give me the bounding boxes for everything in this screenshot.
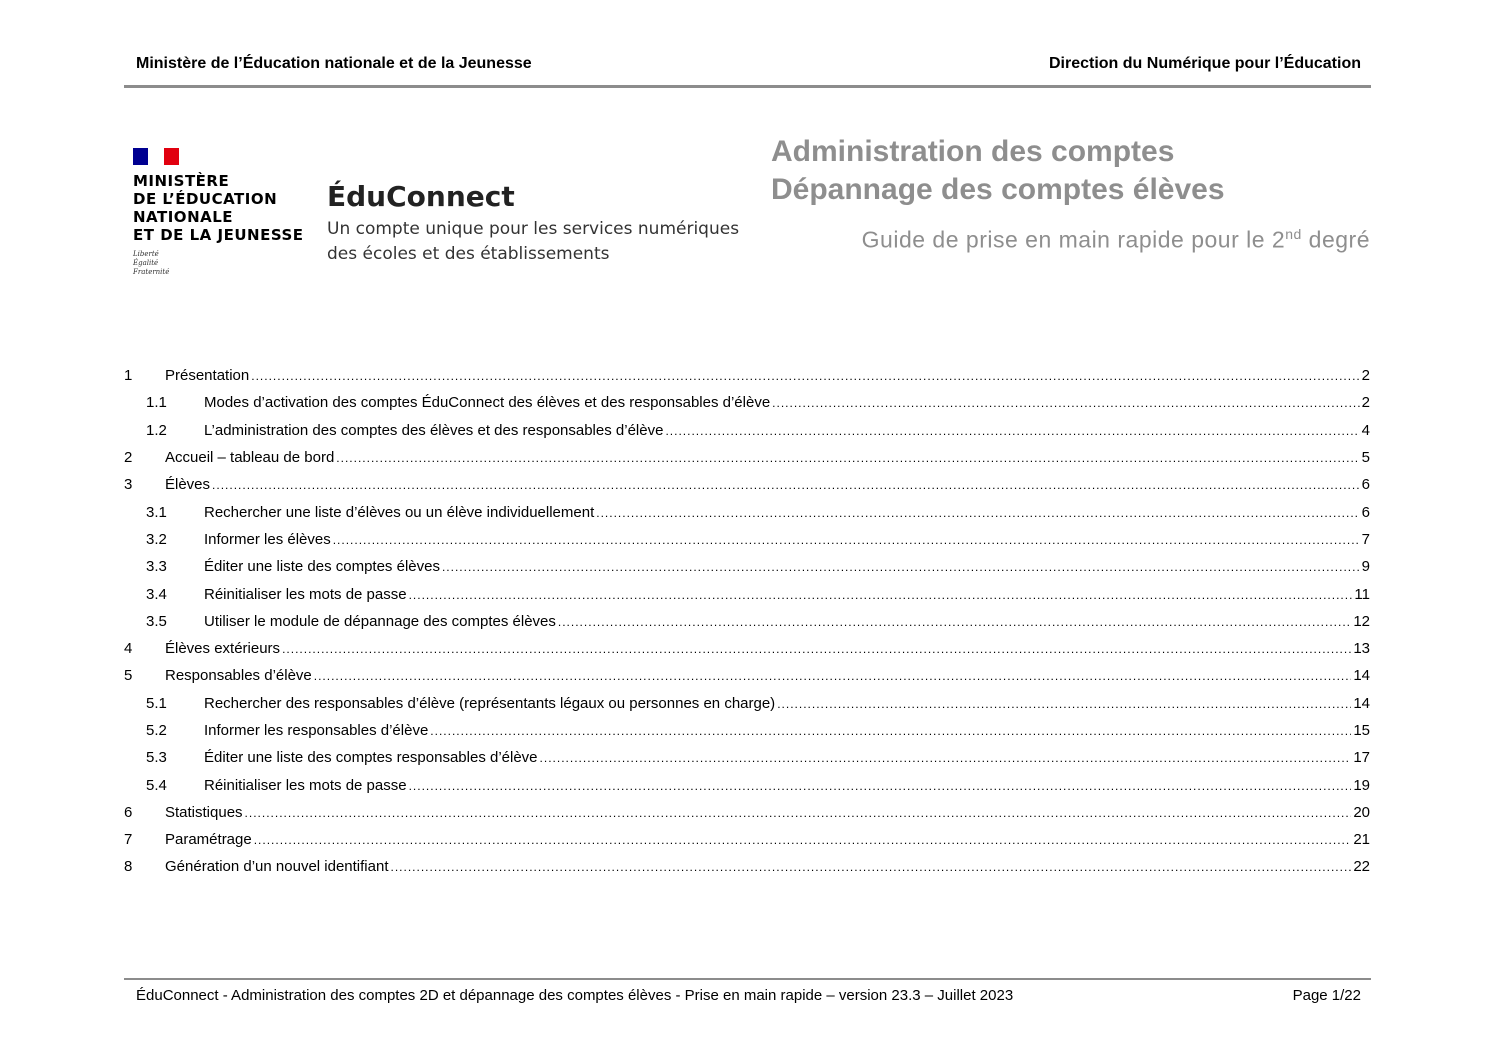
toc-entry[interactable] <box>124 744 1370 771</box>
toc-leader-dots <box>558 613 1351 630</box>
ministry-line-4: ET DE LA JEUNESSE <box>133 226 304 244</box>
toc-entry-title[interactable]: Génération d’un nouvel identifiant <box>165 858 389 876</box>
toc-entry[interactable] <box>124 662 1370 689</box>
toc-entry-title[interactable]: Élèves extérieurs <box>165 640 281 658</box>
toc-entry-title[interactable]: Responsables d’élève <box>165 667 312 685</box>
toc-entry-page: 19 <box>1353 776 1370 794</box>
toc-leader-dots <box>409 777 1352 794</box>
footer-divider <box>124 978 1371 980</box>
toc-entry-title[interactable]: Réinitialiser les mots de passe <box>204 585 407 603</box>
toc-entry[interactable] <box>124 498 1370 525</box>
toc-entry-title[interactable]: Réinitialiser les mots de passe <box>204 776 407 794</box>
toc-entry-title[interactable]: Éditer une liste des comptes élèves <box>204 558 440 576</box>
toc-leader-dots <box>282 640 1351 657</box>
ministry-logo <box>133 148 304 277</box>
guide-subtitle: Guide de prise en main rapide pour le 2nd degré <box>861 226 1370 253</box>
toc-entry-page: 13 <box>1353 640 1370 658</box>
toc-entry-number: 5.4 <box>146 776 167 794</box>
toc-entry[interactable] <box>124 826 1370 853</box>
educonnect-brand <box>327 180 739 267</box>
table-of-contents <box>124 362 1370 881</box>
brand-name: ÉduConnect <box>327 180 515 213</box>
toc-entry-number: 3.1 <box>146 503 167 521</box>
header-ministry: Ministère de l’Éducation nationale et de la Jeunesse <box>136 55 532 72</box>
toc-entry-number: 3.2 <box>146 530 167 548</box>
page-number: Page 1/22 <box>1292 987 1361 1004</box>
toc-entry[interactable] <box>124 471 1370 498</box>
toc-entry[interactable] <box>124 444 1370 471</box>
toc-entry-title[interactable]: Paramétrage <box>165 831 252 849</box>
toc-entry[interactable] <box>124 635 1370 662</box>
toc-entry[interactable] <box>124 362 1370 389</box>
toc-entry[interactable] <box>124 417 1370 444</box>
ministry-line-1: MINISTÈRE <box>133 172 230 190</box>
toc-entry-title[interactable]: Éditer une liste des comptes responsables d’élève <box>204 749 538 767</box>
toc-entry-number: 2 <box>124 449 133 467</box>
toc-leader-dots <box>777 695 1351 712</box>
toc-entry-page: 12 <box>1353 612 1370 630</box>
marianne-flag-icon <box>133 148 179 165</box>
toc-entry-page: 17 <box>1353 749 1370 767</box>
toc-leader-dots <box>442 558 1360 575</box>
toc-entry-page: 20 <box>1353 803 1370 821</box>
toc-entry-number: 5.1 <box>146 694 167 712</box>
toc-entry-number: 3.5 <box>146 612 167 630</box>
toc-entry[interactable] <box>124 580 1370 607</box>
toc-entry[interactable] <box>124 526 1370 553</box>
toc-entry-number: 5.2 <box>146 722 167 739</box>
toc-entry-number: 1.1 <box>146 394 167 412</box>
toc-entry[interactable] <box>124 389 1370 416</box>
ministry-line-3: NATIONALE <box>133 208 234 226</box>
toc-leader-dots <box>665 422 1359 439</box>
toc-entry[interactable] <box>124 771 1370 798</box>
header-direction: Direction du Numérique pour l’Éducation <box>1048 55 1361 72</box>
toc-entry-title[interactable]: Rechercher des responsables d’élève (représentants légaux ou personnes en charge) <box>204 694 776 712</box>
toc-leader-dots <box>540 749 1352 766</box>
toc-entry-title[interactable]: Statistiques <box>165 803 243 821</box>
toc-entry-title[interactable]: Informer les élèves <box>204 530 331 548</box>
toc-entry-number: 4 <box>124 640 133 658</box>
title-line-2: Dépannage des comptes élèves <box>771 173 1225 206</box>
toc-entry-page: 21 <box>1353 831 1370 849</box>
toc-leader-dots <box>333 531 1360 548</box>
toc-entry-title[interactable]: Modes d’activation des comptes ÉduConnect des élèves et des responsables d’élève <box>204 394 771 412</box>
title-line-1: Administration des comptes <box>771 135 1175 168</box>
toc-leader-dots <box>336 449 1359 466</box>
toc-entry[interactable] <box>124 553 1370 580</box>
toc-entry-title[interactable]: Informer les responsables d’élève <box>204 722 429 739</box>
toc-leader-dots <box>391 858 1352 875</box>
toc-entry-page: 6 <box>1361 503 1370 521</box>
footer-document-info: ÉduConnect - Administration des comptes 2D et dépannage des comptes élèves - Prise en main rapide – version 23.3 – Juillet 2023 <box>136 987 1014 1004</box>
toc-entry-title[interactable]: Utiliser le module de dépannage des comptes élèves <box>204 612 556 630</box>
toc-entry-title[interactable]: L’administration des comptes des élèves et des responsables d’élève <box>204 421 664 439</box>
toc-leader-dots <box>409 586 1353 603</box>
document-title <box>771 133 1225 209</box>
brand-tagline: Un compte unique pour les services numériques des écoles et des établissements <box>327 219 740 264</box>
toc-entry-number: 7 <box>124 831 133 849</box>
toc-leader-dots <box>212 476 1360 493</box>
toc-entry[interactable] <box>124 717 1370 744</box>
toc-leader-dots <box>251 367 1359 384</box>
toc-entry-page: 6 <box>1361 476 1370 494</box>
toc-entry-page: 9 <box>1361 558 1370 576</box>
republic-motto: Liberté Égalité Fraternité <box>133 250 170 276</box>
toc-entry-title[interactable]: Accueil – tableau de bord <box>165 449 335 467</box>
toc-entry-number: 1.2 <box>146 421 167 439</box>
toc-entry-page: 2 <box>1361 394 1370 412</box>
toc-entry-number: 3 <box>124 476 133 494</box>
toc-entry-page: 11 <box>1354 585 1370 603</box>
toc-entry-number: 3.4 <box>146 585 167 603</box>
toc-entry-number: 5 <box>124 667 133 685</box>
toc-entry-number: 8 <box>124 858 133 876</box>
toc-leader-dots <box>596 504 1359 521</box>
toc-entry[interactable] <box>124 690 1370 717</box>
toc-entry-title[interactable]: Présentation <box>165 367 250 385</box>
toc-leader-dots <box>772 394 1359 411</box>
toc-entry-title[interactable]: Élèves <box>165 476 211 494</box>
toc-entry-number: 6 <box>124 803 133 821</box>
toc-leader-dots <box>245 804 1352 821</box>
toc-entry-page: 7 <box>1361 530 1370 548</box>
toc-entry-page: 5 <box>1361 449 1370 467</box>
toc-entry-page: 2 <box>1361 367 1370 385</box>
toc-entry[interactable] <box>124 799 1370 826</box>
toc-leader-dots <box>430 722 1351 739</box>
toc-entry-number: 5.3 <box>146 749 167 767</box>
toc-entry-page: 14 <box>1353 667 1370 685</box>
toc-entry[interactable] <box>124 608 1370 635</box>
toc-leader-dots <box>314 667 1352 684</box>
toc-entry-page: 14 <box>1353 694 1370 712</box>
header-divider <box>124 85 1371 88</box>
ministry-line-2: DE L’ÉDUCATION <box>133 190 278 208</box>
toc-entry-number: 3.3 <box>146 558 167 576</box>
toc-entry-number: 1 <box>124 367 133 385</box>
toc-entry[interactable] <box>124 853 1370 880</box>
toc-entry-page: 22 <box>1353 858 1370 876</box>
toc-leader-dots <box>254 831 1352 848</box>
toc-entry-page: 15 <box>1353 722 1370 739</box>
toc-entry-title[interactable]: Rechercher une liste d’élèves ou un élève individuellement <box>204 503 595 521</box>
toc-entry-page: 4 <box>1361 421 1370 439</box>
